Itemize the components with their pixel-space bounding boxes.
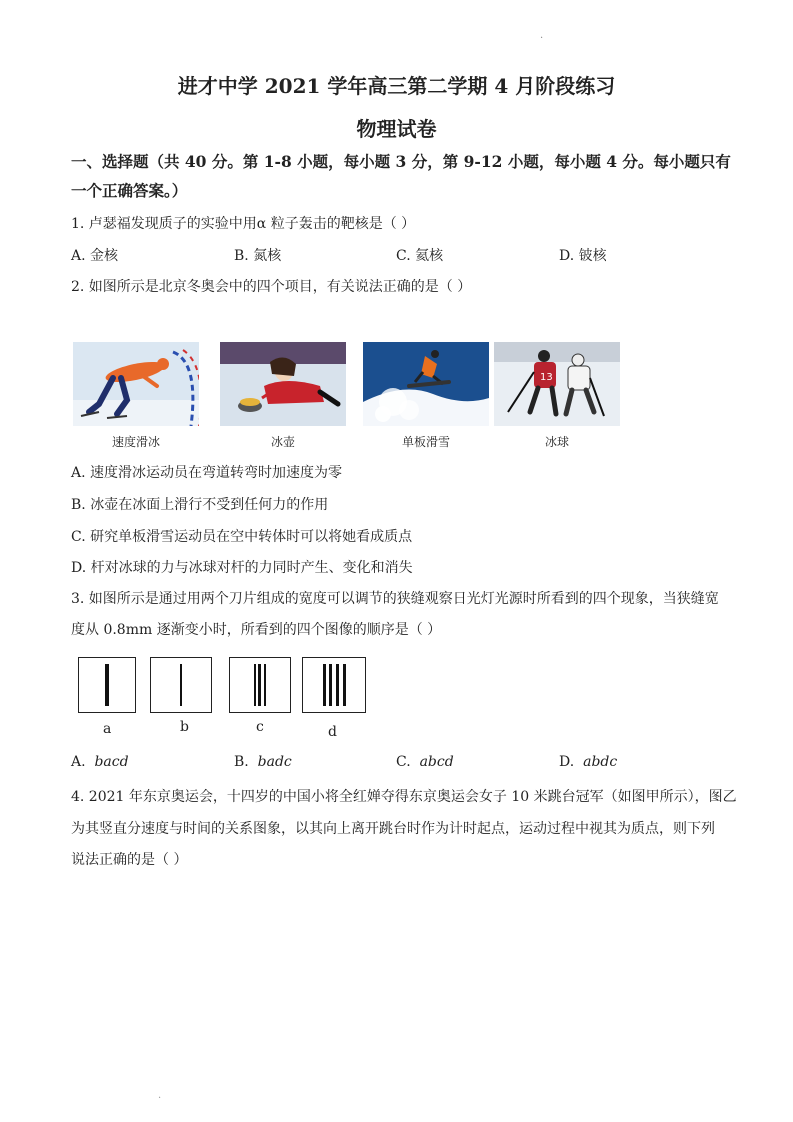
- slit-figure-a: [78, 657, 136, 713]
- q3-stem-line1: 3. 如图所示是通过用两个刀片组成的宽度可以调节的狭缝观察日光灯光源时所看到的四个现象，当狭缝宽: [71, 591, 719, 607]
- slit-label-b: b: [180, 719, 189, 735]
- section-heading-line1: 一、选择题（共 40 分。第 1-8 小题，每小题 3 分，第 9-12 小题，每小题 4 分。每小题只有: [71, 152, 731, 171]
- q4-stem-line2: 为其竖直分速度与时间的关系图象，以其向上离开跳台时作为计时起点，运动过程中视其为质点，则下列: [71, 821, 715, 837]
- q3-option-a-value: bacd: [94, 754, 129, 770]
- svg-text:13: 13: [540, 372, 553, 383]
- slit-figure-b: [150, 657, 212, 713]
- caption-snowboard: 单板滑雪: [401, 435, 450, 449]
- slit-label-c: c: [256, 719, 264, 735]
- q4-stem-line3: 说法正确的是（ ）: [71, 852, 188, 868]
- caption-ice-hockey: 冰球: [544, 435, 569, 449]
- q1-option-d: D. 铍核: [559, 248, 607, 264]
- q2-stem: 2. 如图所示是北京冬奥会中的四个项目，有关说法正确的是（ ）: [71, 279, 472, 295]
- q3-option-b: B. badc: [234, 754, 292, 770]
- page-title: 进才中学 2021 学年高三第二学期 4 月阶段练习: [177, 74, 616, 98]
- q2-option-d: D. 杆对冰球的力与冰球对杆的力同时产生、变化和消失: [71, 560, 413, 576]
- q3-stem-line2: 度从 0.8mm 逐渐变小时，所看到的四个图像的顺序是（ ）: [71, 622, 442, 638]
- q2-option-a: A. 速度滑冰运动员在弯道转弯时加速度为零: [71, 465, 343, 481]
- photo-speed-skating: [73, 342, 199, 426]
- slit-label-d: d: [328, 724, 337, 740]
- section-heading-line2: 一个正确答案。）: [71, 181, 188, 200]
- slit-figure-d: [302, 657, 366, 713]
- photo-snowboard: [363, 342, 489, 426]
- photo-ice-hockey: [494, 342, 620, 426]
- q3-option-a: A. bacd: [71, 754, 129, 770]
- q3-option-c: C. abcd: [396, 754, 454, 770]
- q3-option-b-value: badc: [257, 754, 292, 770]
- q4-stem-line1: 4. 2021 年东京奥运会，十四岁的中国小将全红婵夺得东京奥运会女子 10 米跳台冠军（如图甲所示），图乙: [71, 789, 737, 805]
- q2-option-b: B. 冰壶在冰面上滑行不受到任何力的作用: [71, 497, 329, 513]
- photo-curling: [220, 342, 346, 426]
- slit-figure-c: [229, 657, 291, 713]
- slit-label-a: a: [103, 721, 112, 737]
- q1-option-b: B. 氮核: [234, 248, 282, 264]
- q1-option-c: C. 氦核: [396, 248, 444, 264]
- q3-option-d: D. abdc: [559, 754, 618, 770]
- page-subtitle: 物理试卷: [356, 117, 437, 141]
- q1-stem: 1. 卢瑟福发现质子的实验中用α 粒子轰击的靶核是（ ）: [71, 216, 416, 232]
- corner-mark: .: [540, 30, 544, 41]
- caption-curling: 冰壶: [270, 435, 295, 449]
- q1-option-a: A. 金核: [71, 248, 119, 264]
- caption-speed-skating: 速度滑冰: [111, 435, 160, 449]
- footer-dot: .: [158, 1090, 162, 1101]
- q2-option-c: C. 研究单板滑雪运动员在空中转体时可以将她看成质点: [71, 529, 413, 545]
- q3-option-d-value: abdc: [583, 754, 618, 770]
- q3-option-c-value: abcd: [419, 754, 454, 770]
